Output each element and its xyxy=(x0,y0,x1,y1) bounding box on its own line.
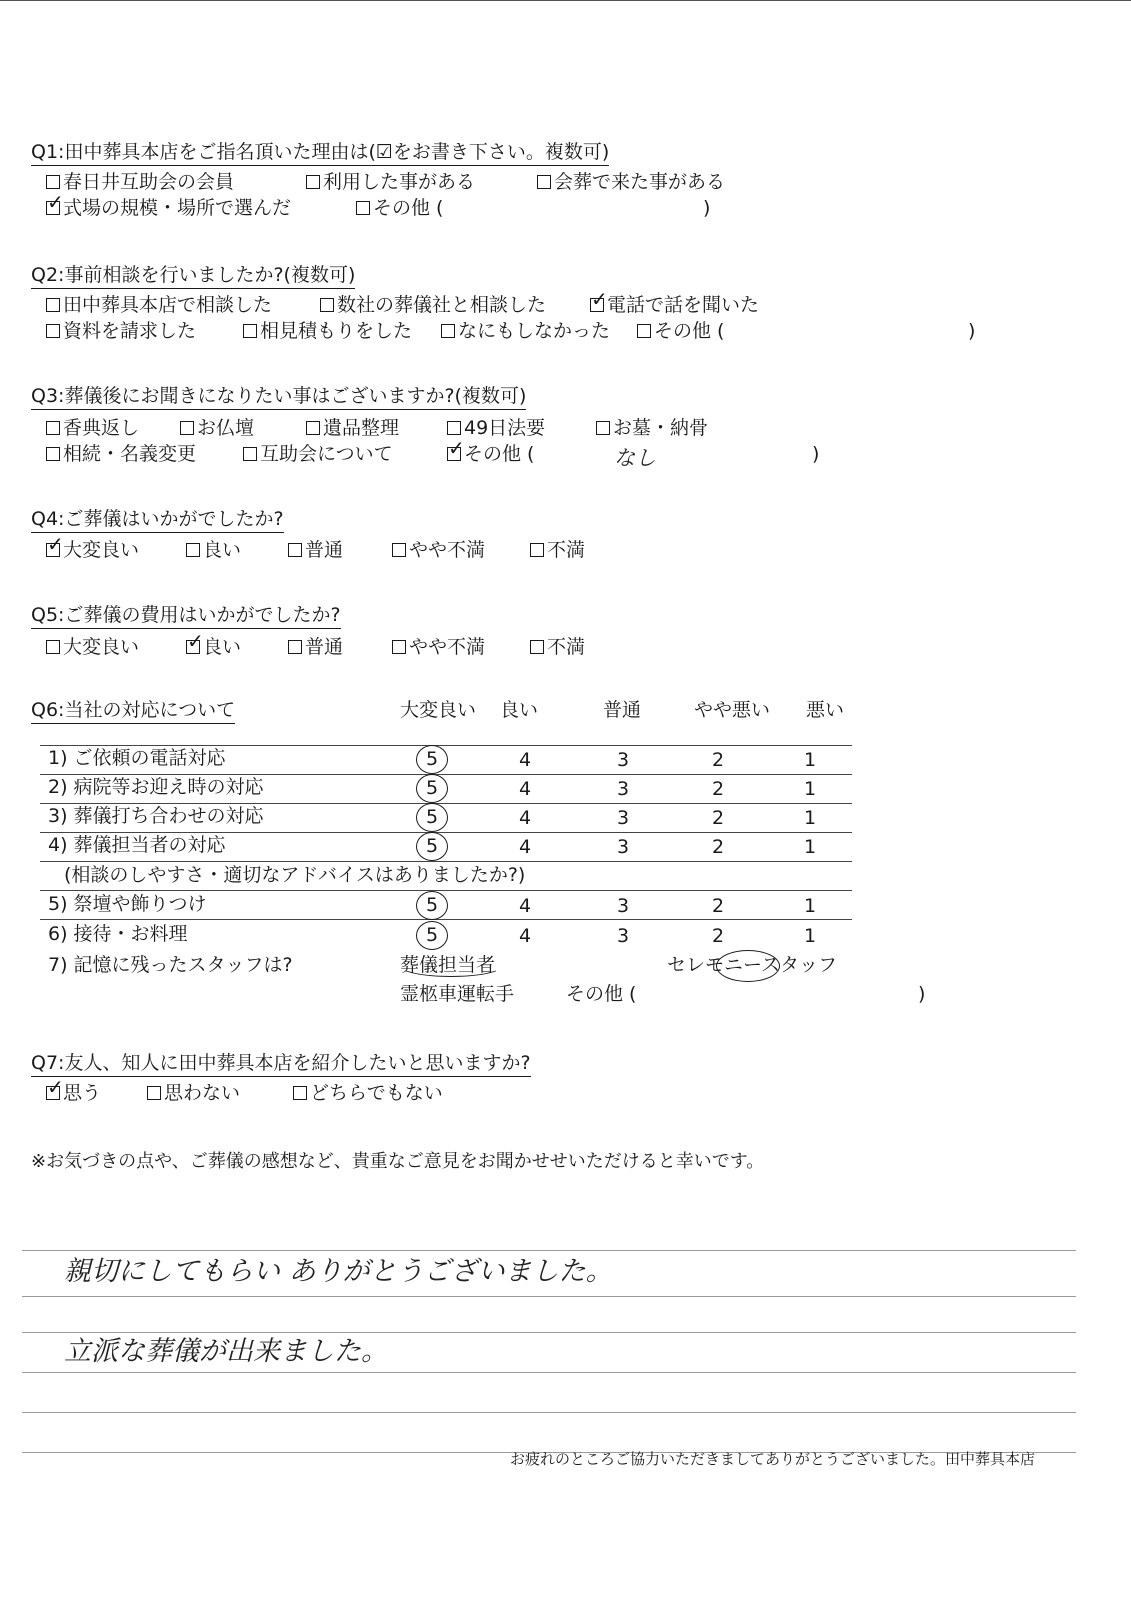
q6-scale-very-good: 大変良い xyxy=(400,699,477,721)
q6-scale-good: 良い xyxy=(500,699,539,721)
rating-option[interactable]: 3 xyxy=(616,895,630,917)
q1-option-venue[interactable]: ✓式場の規模・場所で選んだ xyxy=(46,199,291,218)
q6-title: Q6:当社の対応について xyxy=(31,701,235,724)
q5-option-slightly-dissatisfied[interactable]: やや不満 xyxy=(392,638,485,657)
q6-row-label: 1) ご依頼の電話対応 xyxy=(48,747,226,769)
q2-option-materials[interactable]: 資料を請求した xyxy=(46,322,196,341)
checkbox-icon[interactable] xyxy=(530,640,544,654)
rating-option[interactable]: 4 xyxy=(518,807,532,829)
q6-row-label: 2) 病院等お迎え時の対応 xyxy=(48,776,264,798)
checked-checkbox-icon[interactable] xyxy=(590,298,604,312)
checked-checkbox-icon[interactable] xyxy=(46,201,60,215)
q2-option-several[interactable]: 数社の葬儀社と相談した xyxy=(320,296,546,315)
rating-option[interactable]: 1 xyxy=(803,807,817,829)
rating-selected[interactable]: 5 xyxy=(416,774,448,803)
staff-option-ceremony-staff[interactable]: セレモニースタッフ xyxy=(667,954,838,976)
rating-option[interactable]: 1 xyxy=(803,749,817,771)
checkbox-icon[interactable] xyxy=(180,421,194,435)
checkbox-icon[interactable] xyxy=(243,447,257,461)
checked-checkbox-icon[interactable] xyxy=(186,640,200,654)
ruled-line xyxy=(22,1296,1076,1297)
q6-staff-question: 7) 記憶に残ったスタッフは? xyxy=(48,954,293,976)
q4-option-slightly-dissatisfied[interactable]: やや不満 xyxy=(392,541,485,560)
rating-option[interactable]: 2 xyxy=(711,807,725,829)
q2-option-nothing[interactable]: なにもしなかった xyxy=(441,322,610,341)
q4-title: Q4:ご葬儀はいかがでしたか? xyxy=(31,510,284,533)
checkbox-icon[interactable] xyxy=(186,543,200,557)
checkbox-icon[interactable] xyxy=(392,543,406,557)
checked-checkbox-icon[interactable] xyxy=(447,447,461,461)
q1-other-close: ) xyxy=(703,197,711,219)
checkbox-icon[interactable] xyxy=(243,324,257,338)
rating-option[interactable]: 3 xyxy=(616,778,630,800)
rating-option[interactable]: 4 xyxy=(518,749,532,771)
rating-selected[interactable]: 5 xyxy=(416,921,448,950)
rating-option[interactable]: 4 xyxy=(518,895,532,917)
checkbox-icon[interactable] xyxy=(441,324,455,338)
q6-scale-bad: 悪い xyxy=(806,699,845,721)
checkbox-icon[interactable] xyxy=(392,640,406,654)
q3-option-49days[interactable]: 49日法要 xyxy=(447,419,545,438)
q5-option-very-good[interactable]: 大変良い xyxy=(46,638,139,657)
staff-other-close: ) xyxy=(918,983,926,1005)
q3-option-grave[interactable]: お墓・納骨 xyxy=(596,419,708,438)
q3-other-close: ) xyxy=(812,443,820,465)
q5-title: Q5:ご葬儀の費用はいかがでしたか? xyxy=(31,606,341,629)
checkbox-icon[interactable] xyxy=(46,447,60,461)
rating-option[interactable]: 2 xyxy=(711,778,725,800)
q2-option-consulted-tanaka[interactable]: 田中葬具本店で相談した xyxy=(46,296,272,315)
q1-option-gojokai[interactable]: 春日井互助会の会員 xyxy=(46,173,234,192)
checkbox-icon[interactable] xyxy=(596,421,610,435)
checkbox-icon[interactable] xyxy=(46,640,60,654)
q6-row-label: 4) 葬儀担当者の対応 xyxy=(48,834,226,856)
checkbox-icon[interactable] xyxy=(288,640,302,654)
q2-title: Q2:事前相談を行いましたか?(複数可) xyxy=(31,266,355,289)
q1-option-other[interactable]: その他 ( xyxy=(356,199,443,218)
q3-option-belongings[interactable]: 遺品整理 xyxy=(306,419,399,438)
q7-title: Q7:友人、知人に田中葬具本店を紹介したいと思いますか? xyxy=(31,1054,531,1077)
q6-row-label: 6) 接待・お料理 xyxy=(48,923,188,945)
q2-other-close: ) xyxy=(968,320,976,342)
checkbox-icon[interactable] xyxy=(46,324,60,338)
q3-option-gojokai[interactable]: 互助会について xyxy=(243,445,393,464)
q7-option-neither[interactable]: どちらでもない xyxy=(293,1084,443,1103)
q6-rule xyxy=(40,774,852,775)
q4-option-normal[interactable]: 普通 xyxy=(288,541,343,560)
comment-line-1: 親切にしてもらい ありがとうございました。 xyxy=(64,1256,613,1287)
q2-option-quotes[interactable]: 相見積もりをした xyxy=(243,322,412,341)
q1-option-attended[interactable]: 会葬で来た事がある xyxy=(537,173,725,192)
q3-option-other[interactable]: ✓ その他 ( xyxy=(447,445,534,464)
checkbox-icon[interactable] xyxy=(288,543,302,557)
rating-option[interactable]: 3 xyxy=(616,925,630,947)
q3-option-koden[interactable]: 香典返し xyxy=(46,419,139,438)
q3-option-butsudan[interactable]: お仏壇 xyxy=(180,419,254,438)
staff-option-hearse-driver[interactable]: 霊柩車運転手 xyxy=(400,983,515,1005)
q7-option-yes[interactable]: ✓思う xyxy=(46,1084,101,1103)
selection-mark xyxy=(716,950,780,982)
checkbox-icon[interactable] xyxy=(356,201,370,215)
checkbox-icon[interactable] xyxy=(447,421,461,435)
q3-other-handwritten: なし xyxy=(614,446,656,470)
rating-option[interactable]: 4 xyxy=(518,836,532,858)
rating-option[interactable]: 1 xyxy=(803,895,817,917)
rating-option[interactable]: 4 xyxy=(518,925,532,947)
q6-scale-slightly-bad: やや悪い xyxy=(694,699,771,721)
checkbox-icon[interactable] xyxy=(637,324,651,338)
checkbox-icon[interactable] xyxy=(293,1086,307,1100)
rating-option[interactable]: 3 xyxy=(616,749,630,771)
footer-thanks: お疲れのところご協力いただきましてありがとうございました。田中葬具本店 xyxy=(510,1450,1036,1468)
q6-rule xyxy=(40,919,852,920)
staff-option-funeral-director[interactable]: 葬儀担当者 xyxy=(400,954,496,976)
ruled-line xyxy=(22,1412,1076,1413)
q1-title: Q1:田中葬具本店をご指名頂いた理由は(☑をお書き下さい。複数可) xyxy=(31,143,609,166)
rating-option[interactable]: 1 xyxy=(803,836,817,858)
checked-checkbox-icon[interactable] xyxy=(46,1086,60,1100)
rating-option[interactable]: 2 xyxy=(711,895,725,917)
checkbox-icon[interactable] xyxy=(46,298,60,312)
checkbox-icon[interactable] xyxy=(537,175,551,189)
q6-row-label: 3) 葬儀打ち合わせの対応 xyxy=(48,805,264,827)
q4-option-dissatisfied[interactable]: 不満 xyxy=(530,541,585,560)
rating-option[interactable]: 2 xyxy=(711,925,725,947)
q5-option-good[interactable]: ✓ 良い xyxy=(186,638,241,657)
rating-selected[interactable]: 5 xyxy=(416,803,448,832)
q3-title: Q3:葬儀後にお聞きになりたい事はございますか?(複数可) xyxy=(31,387,526,410)
q6-scale-normal: 普通 xyxy=(603,699,642,721)
ruled-line xyxy=(22,1250,1076,1251)
rating-selected[interactable]: 5 xyxy=(416,745,448,774)
selection-mark xyxy=(400,955,502,977)
ruled-line xyxy=(22,1372,1076,1373)
q6-note: (相談のしやすさ・適切なアドバイスはありましたか?) xyxy=(64,864,526,886)
q2-option-other[interactable]: その他 ( xyxy=(637,322,724,341)
rating-option[interactable]: 4 xyxy=(518,778,532,800)
rating-option[interactable]: 3 xyxy=(616,836,630,858)
rating-option[interactable]: 1 xyxy=(803,925,817,947)
staff-option-other[interactable]: その他 ( xyxy=(566,983,637,1005)
checkbox-icon[interactable] xyxy=(306,175,320,189)
q4-option-good[interactable]: 良い xyxy=(186,541,241,560)
q3-option-inheritance[interactable]: 相続・名義変更 xyxy=(46,445,196,464)
checkbox-icon[interactable] xyxy=(147,1086,161,1100)
checkbox-icon[interactable] xyxy=(306,421,320,435)
rating-selected[interactable]: 5 xyxy=(416,832,448,861)
checkbox-icon[interactable] xyxy=(320,298,334,312)
q6-rule xyxy=(40,745,852,746)
q6-row-label: 5) 祭壇や飾りつけ xyxy=(48,893,207,915)
comment-line-2: 立派な葬儀が出来ました。 xyxy=(64,1336,388,1367)
q7-option-no[interactable]: 思わない xyxy=(147,1084,240,1103)
q6-rule xyxy=(40,890,852,891)
q2-option-phone[interactable]: ✓ 電話で話を聞いた xyxy=(590,296,759,315)
checkbox-icon[interactable] xyxy=(530,543,544,557)
rating-selected[interactable]: 5 xyxy=(416,891,448,920)
checkbox-icon[interactable] xyxy=(46,421,60,435)
ruled-line xyxy=(22,1332,1076,1333)
q4-option-very-good[interactable]: ✓大変良い xyxy=(46,541,139,560)
q6-rule xyxy=(40,803,852,804)
q1-option-used-before[interactable]: 利用した事がある xyxy=(306,173,475,192)
checkbox-icon[interactable] xyxy=(46,175,60,189)
q6-rule xyxy=(40,832,852,833)
rating-option[interactable]: 2 xyxy=(711,836,725,858)
q5-option-normal[interactable]: 普通 xyxy=(288,638,343,657)
rating-option[interactable]: 1 xyxy=(803,778,817,800)
q6-rule xyxy=(40,861,852,862)
comment-prompt: ※お気づきの点や、ご葬儀の感想など、貴重なご意見をお聞かせせいただけると幸いです。 xyxy=(31,1151,765,1172)
rating-option[interactable]: 2 xyxy=(711,749,725,771)
checked-checkbox-icon[interactable] xyxy=(46,543,60,557)
q5-option-dissatisfied[interactable]: 不満 xyxy=(530,638,585,657)
page-edge xyxy=(0,0,1131,1)
rating-option[interactable]: 3 xyxy=(616,807,630,829)
